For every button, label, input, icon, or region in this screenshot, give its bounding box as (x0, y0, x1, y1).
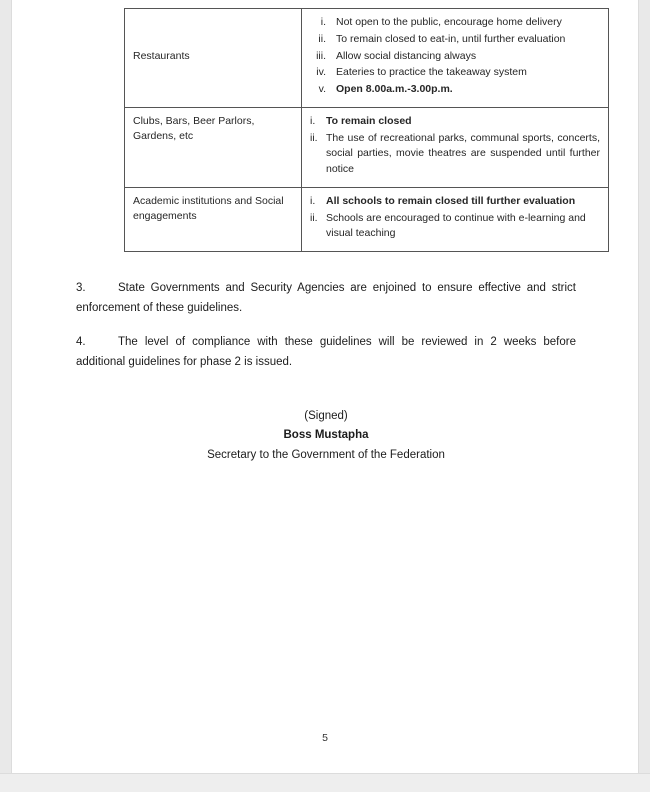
page-left-margin-shadow (0, 0, 12, 792)
list-item (310, 15, 600, 31)
list-text: To remain closed (326, 114, 412, 127)
list-marker: ii. (310, 131, 318, 144)
signatory-title: Secretary to the Government of the Federation (207, 448, 445, 461)
paragraph-number: 3. (76, 282, 86, 294)
list-text: Schools are encouraged to continue with e-learning and visual teaching (326, 211, 586, 240)
table-row (125, 9, 609, 108)
category-label: Restaurants (133, 50, 190, 63)
list-marker: ii. (318, 32, 326, 45)
list-item (310, 82, 600, 98)
category-label: Academic institutions and Social engagements (133, 194, 284, 222)
item-list (310, 15, 600, 98)
paragraph-4 (76, 332, 576, 372)
guidelines-table (124, 8, 609, 252)
list-text: Allow social distancing always (336, 49, 477, 62)
table-row (125, 107, 609, 187)
list-marker: i. (320, 16, 326, 28)
list-marker: iv. (316, 66, 326, 79)
table-cell-category (125, 187, 302, 251)
list-item (310, 32, 600, 48)
signatory-name: Boss Mustapha (283, 429, 369, 442)
paragraph-3 (76, 278, 576, 318)
page-bottom-edge (0, 773, 650, 792)
list-item (310, 49, 600, 65)
list-marker: v. (318, 83, 326, 95)
page-number: 5 (322, 732, 328, 744)
paragraph-text: The level of compliance with these guidelines will be reviewed in 2 weeks before additional guidelines for phase 2 is issued. (76, 336, 576, 369)
list-text: To remain closed to eat-in, until further evaluation (336, 32, 566, 45)
page-right-margin-shadow (638, 0, 650, 792)
list-marker: iii. (316, 49, 326, 62)
paragraph-text: State Governments and Security Agencies are enjoined to ensure effective and strict enforcement of these guidelines. (76, 282, 576, 315)
category-label: Clubs, Bars, Beer Parlors, Gardens, etc (133, 114, 255, 142)
list-text: Open 8.00a.m.-3.00p.m. (336, 83, 453, 95)
list-item (310, 65, 600, 81)
paragraph-number: 4. (76, 336, 86, 349)
table-cell-items (302, 9, 609, 108)
list-text: Not open to the public, encourage home delivery (336, 16, 562, 28)
signed-label: (Signed) (304, 409, 348, 422)
list-marker: i. (310, 114, 316, 127)
list-item (310, 114, 600, 130)
table-cell-category (125, 9, 302, 108)
signature-block (76, 407, 576, 466)
table-cell-items (302, 107, 609, 187)
list-item (310, 211, 600, 243)
table-cell-category (125, 107, 302, 187)
list-text: All schools to remain closed till further evaluation (326, 194, 576, 207)
list-text: Eateries to practice the takeaway system (336, 66, 527, 79)
table-row (125, 187, 609, 251)
list-marker: i. (310, 194, 316, 207)
document-content (76, 0, 600, 465)
list-item (310, 131, 600, 178)
list-item (310, 194, 600, 210)
item-list (310, 114, 600, 178)
list-marker: ii. (310, 211, 318, 224)
list-text: The use of recreational parks, communal sports, concerts, social parties, movie theatres are suspended until further notice (326, 131, 600, 175)
item-list (310, 194, 600, 242)
table-cell-items (302, 187, 609, 251)
